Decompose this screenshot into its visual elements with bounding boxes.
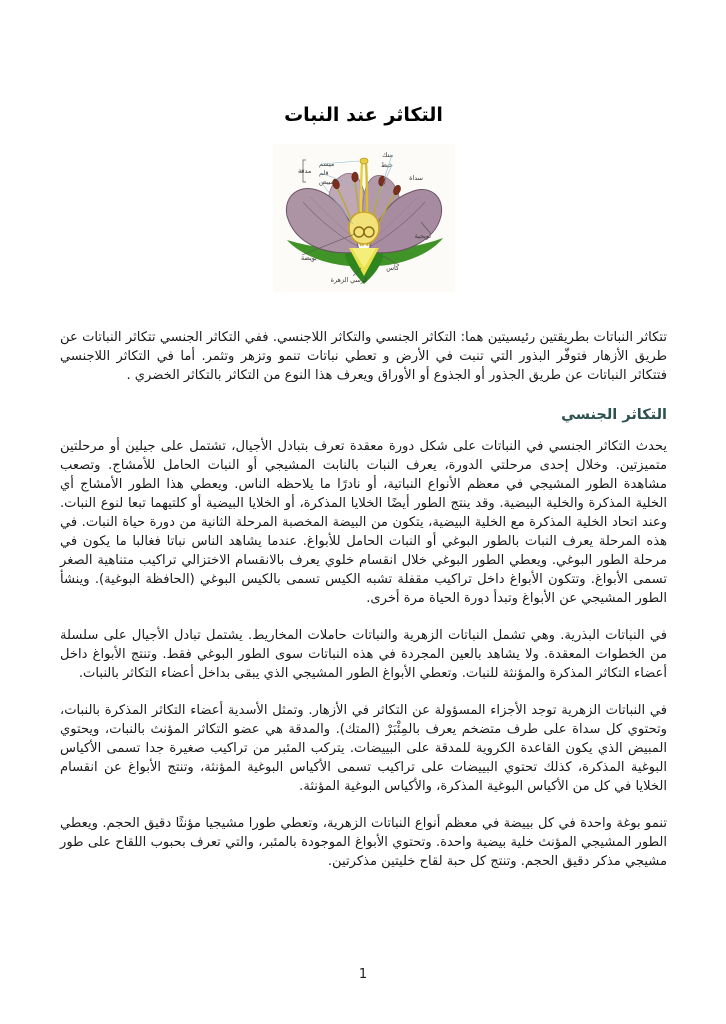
anther-label: متك	[381, 151, 393, 159]
body-paragraph-4: تنمو بوغة واحدة في كل بييضة في معظم أنواع النباتات الزهرية، وتعطي طورا مشيجيا مؤنثًا دقيق الحجم. ويعطي الطور المشيجي المؤنث خلية بيضية واحدة. وتحتوي الأبواغ الموجودة بالمئبر، والتي تعرف بحبوب اللقاح على طور مشيجي مذكر دقيق الحجم. وتنتج كل حبة لقاح خليتين مذكرتين.	[60, 816, 667, 869]
stamen-label: سداة	[408, 174, 423, 182]
page-number: 1	[358, 967, 368, 982]
section-heading-sexual-reproduction: التكاثر الجنسي	[561, 407, 667, 423]
intro-paragraph: تتكاثر النباتات بطريقتين رئيسيتين هما: التكاثر الجنسي والتكاثر اللاجنسي. ففي التكاثر الجنسي تتكاثر النباتات عن طريق الأزهار فتوفّر البذور التي تنبت في الأرض و تعطي نباتات تنمو وتزهر وتثمر. أما في التكاثر اللاجنسي فتتكاثر النباتات عن طريق الجذور أو الجذوع أو الأوراق ويعرف هذا النوع من التكاثر بالتكاثر الخضري .	[60, 330, 667, 383]
body-paragraph-2: في النباتات البذرية. وهي تشمل النباتات الزهرية والنباتات حاملات المخاريط. يشتمل تبادل الأجيال على سلسلة من الخطوات المعقدة. ولا يشاهد بالعين المجردة في هذه النباتات سوى الطور البوغي فقط. وتنتج الأبواغ داخل أعضاء التكاثر المذكرة والمؤنثة للنبات. وتعطي الأبواغ الطور المشيجي الذي يبقى بداخل أعضاء التكاثر بالنبات.	[60, 628, 667, 681]
stigma-label: ميسم	[318, 160, 334, 168]
ovary-label: مبيض	[318, 178, 334, 186]
stigma-shape	[360, 158, 368, 164]
body-paragraph-1: يحدث التكاثر الجنسي في النباتات على شكل دورة معقدة تعرف بتبادل الأجيال، تشتمل على جيلين أو مرحلتين متميزتين. وخلال إحدى مرحلتي الدورة، يعرف النبات بالنابت المشيجي أو النبات الحامل للأمشاج. وتصعب مشاهدة الطور المشيجي في معظم الأنواع النباتية، أو نادرًا ما يلاحظه الناس. ويعطي هذا الطور الأمشاج أي الخلية المذكرة والخلية البيضية. وقد ينتج الطور أيضًا الخلايا المذكرة، أو الخلايا البيضية أو كلتيهما تبعا لنوع النبات. وعند اتحاد الخلية المذكرة مع الخلية البيضية، يتكون من البيضة المخصبة المرحلة الثانية من دورة حياة النبات. في هذه المرحلة يعرف النبات بالطور البوغي أو النبات الحامل للأبواغ. عندما يشاهد الناس نباتا فغالبا ما يكون في مرحلة الطور البوغي. ويعطي الطور البوغي خلال انقسام خلوي يعرف بالانقسام الاختزالي تراكيب متناهية الصغر تسمى الأبواغ. وتتكون الأبواغ داخل تراكيب مقفلة تشبه الكيس تسمى بالكيس البوغي (الحافظة البوغية). وينشأ الطور المشيجي عن الأبواغ وتبدأ دورة الحياة مرة أخرى.	[60, 439, 667, 606]
calyx-label: كأس	[385, 264, 399, 272]
page-title: التكاثر عند النبات	[284, 104, 443, 126]
ovule-label: بويضة	[300, 254, 317, 262]
style-label: قلم	[318, 169, 328, 177]
filament-label: خيط	[380, 161, 393, 169]
flower-diagram	[273, 144, 455, 292]
pistil-label: مدقة	[297, 167, 311, 175]
petal-label: تويجية	[414, 232, 431, 240]
body-paragraph-3: في النباتات الزهرية توجد الأجزاء المسؤولة عن التكاثر في الأزهار. وتمثل الأسدية أعضاء التكاثر المذكرة بالنبات، وتحتوي كل سداة على طرف متضخم يعرف بالمِئْبَرْ (المتك). والمدقة هي عضو التكاثر المؤنث بالنبات، ويحتوي المبيض الذي يكون القاعدة الكروية للمدقة على البييضات. يتركب المئبر من تراكيب صغيرة جدا تسمى الأكياس البوغية المذكرة، كذلك تحتوي البييضات على تراكيب تسمى الأكياس البوغية المؤنثة، وتنتج الأبواغ عن انقسام الخلايا في كل من الأكياس البوغية المذكرة، والأكياس البوغية المؤنثة.	[60, 703, 667, 794]
receptacle-label: كرسي الزهرة	[330, 276, 367, 284]
flower-cross-section-illustration	[273, 144, 455, 292]
